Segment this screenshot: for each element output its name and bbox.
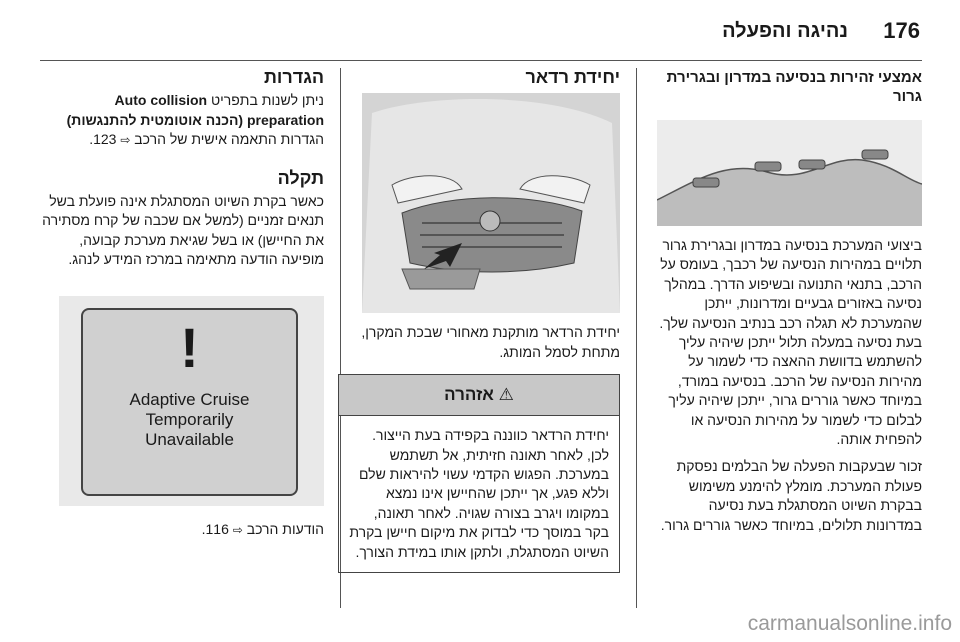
warning-title: אזהרה <box>444 385 494 405</box>
settings-page-ref: 123. <box>89 131 117 148</box>
column-radar-unit <box>338 68 620 573</box>
messages-page-ref: 116. <box>201 520 229 537</box>
fault-paragraph: כאשר בקרת השיוט המסתגלת אינה פועלת בשל תנאים זמניים (למשל אם שכבה של קרח מסתירה את החיישן) או בשל שגיאת מערכת קבועה, מופיעה הודעה מתאימה במרכז המידע לנהג. <box>42 193 324 268</box>
hills-paragraph-1: ביצועי המערכת בנסיעה במדרון ובגרירת גרור תלויים במהירות הנסיעה של רכבך, בעומס על הרכב, בתנאי התנועה ובשיפוע הדרך. במהלך נסיעה באזורים גבעיים ומדרונות, ייתכן שהמערכת לא תגלה רכב בנתיב הנסיעה שלך. בעת נסיעה במעלה תלול ייתכן שיהיה עליך להשתמש בדוושת ההאצה כדי לשמור על מהירות הנסיעה של הרכב. בנסיעה במורד, במיוחד כאשר גוררים גרור, ייתכן שיהיה עליך לבלום כדי לשמור על מהירות הנסיעה או להפחית אותה. <box>659 237 922 448</box>
section-heading-radar: יחידת רדאר <box>525 67 620 87</box>
column-divider-right <box>636 68 637 608</box>
messages-reference <box>42 520 324 540</box>
display-line-3: Unavailable <box>145 429 234 449</box>
exclamation-icon: ! <box>180 315 199 379</box>
display-message-illustration <box>59 296 324 506</box>
section-heading-fault: תקלה <box>277 167 324 188</box>
warning-text: יחידת הרדאר כווננה בקפידה בעת הייצור. לכן, לאחר תאונה חזיתית, אל תשתמש במערכת. הפגוש הקדמי עשוי להיראות שלם וללא פגע, אך ייתכן שהחיישן אינו נמצא במקומו ויגרב בצורה שגויה. לאחר תאונה, בקר במוסך כדי לבדוק את מיקום חיישן בקרת השיוט המסתגלת, ולתקן אותו במידת הצורך. <box>349 427 609 560</box>
section-heading-hills: אמצעי זהירות בנסיעה במדרון ובגרירת גרור <box>666 69 922 105</box>
section-heading-settings: הגדרות <box>264 67 324 87</box>
settings-text-pre: ניתן לשנות בתפריט <box>211 92 324 109</box>
warning-box <box>338 374 620 573</box>
reference-arrow-icon: ⇨ <box>232 522 243 537</box>
hills-illustration <box>657 120 922 226</box>
car-front-graphic <box>362 93 620 313</box>
watermark: carmanualsonline.info <box>747 612 952 635</box>
header-divider <box>40 60 922 61</box>
page-number: 176 <box>883 18 920 43</box>
column-settings-fault <box>42 68 324 548</box>
warning-triangle-icon: ⚠ <box>498 385 514 406</box>
chapter-title: נהיגה והפעלה <box>722 20 848 42</box>
settings-text-post: הגדרות התאמה אישית של הרכב <box>134 131 324 148</box>
settings-menu-name: Auto collision preparation (הכנה אוטומטית להתנגשות) <box>66 92 324 128</box>
messages-text: הודעות הרכב <box>246 520 324 537</box>
hills-paragraph-2: זכור שבעקבות הפעלה של הבלמים נפסקת פעולת המערכת. מומלץ להימנע משימוש בבקרת השיוט המסתגלת בעת נסיעה במדרונות תלולים, במיוחד כאשר גוררים גרור. <box>660 458 922 533</box>
warning-header <box>339 375 619 416</box>
column-hills-towing <box>657 68 922 543</box>
info-display-screen <box>81 308 298 496</box>
radar-car-illustration <box>362 93 620 313</box>
reference-arrow-icon: ⇨ <box>120 133 131 148</box>
settings-paragraph <box>42 91 324 150</box>
page-header <box>0 14 960 54</box>
display-line-1: Adaptive Cruise <box>129 389 250 409</box>
hills-cars-graphic <box>657 120 922 226</box>
display-line-2: Temporarily <box>145 409 234 429</box>
radar-caption: יחידת הרדאר מותקנת מאחורי שבכת המקרן, מתחת לסמל המותג. <box>361 324 620 360</box>
